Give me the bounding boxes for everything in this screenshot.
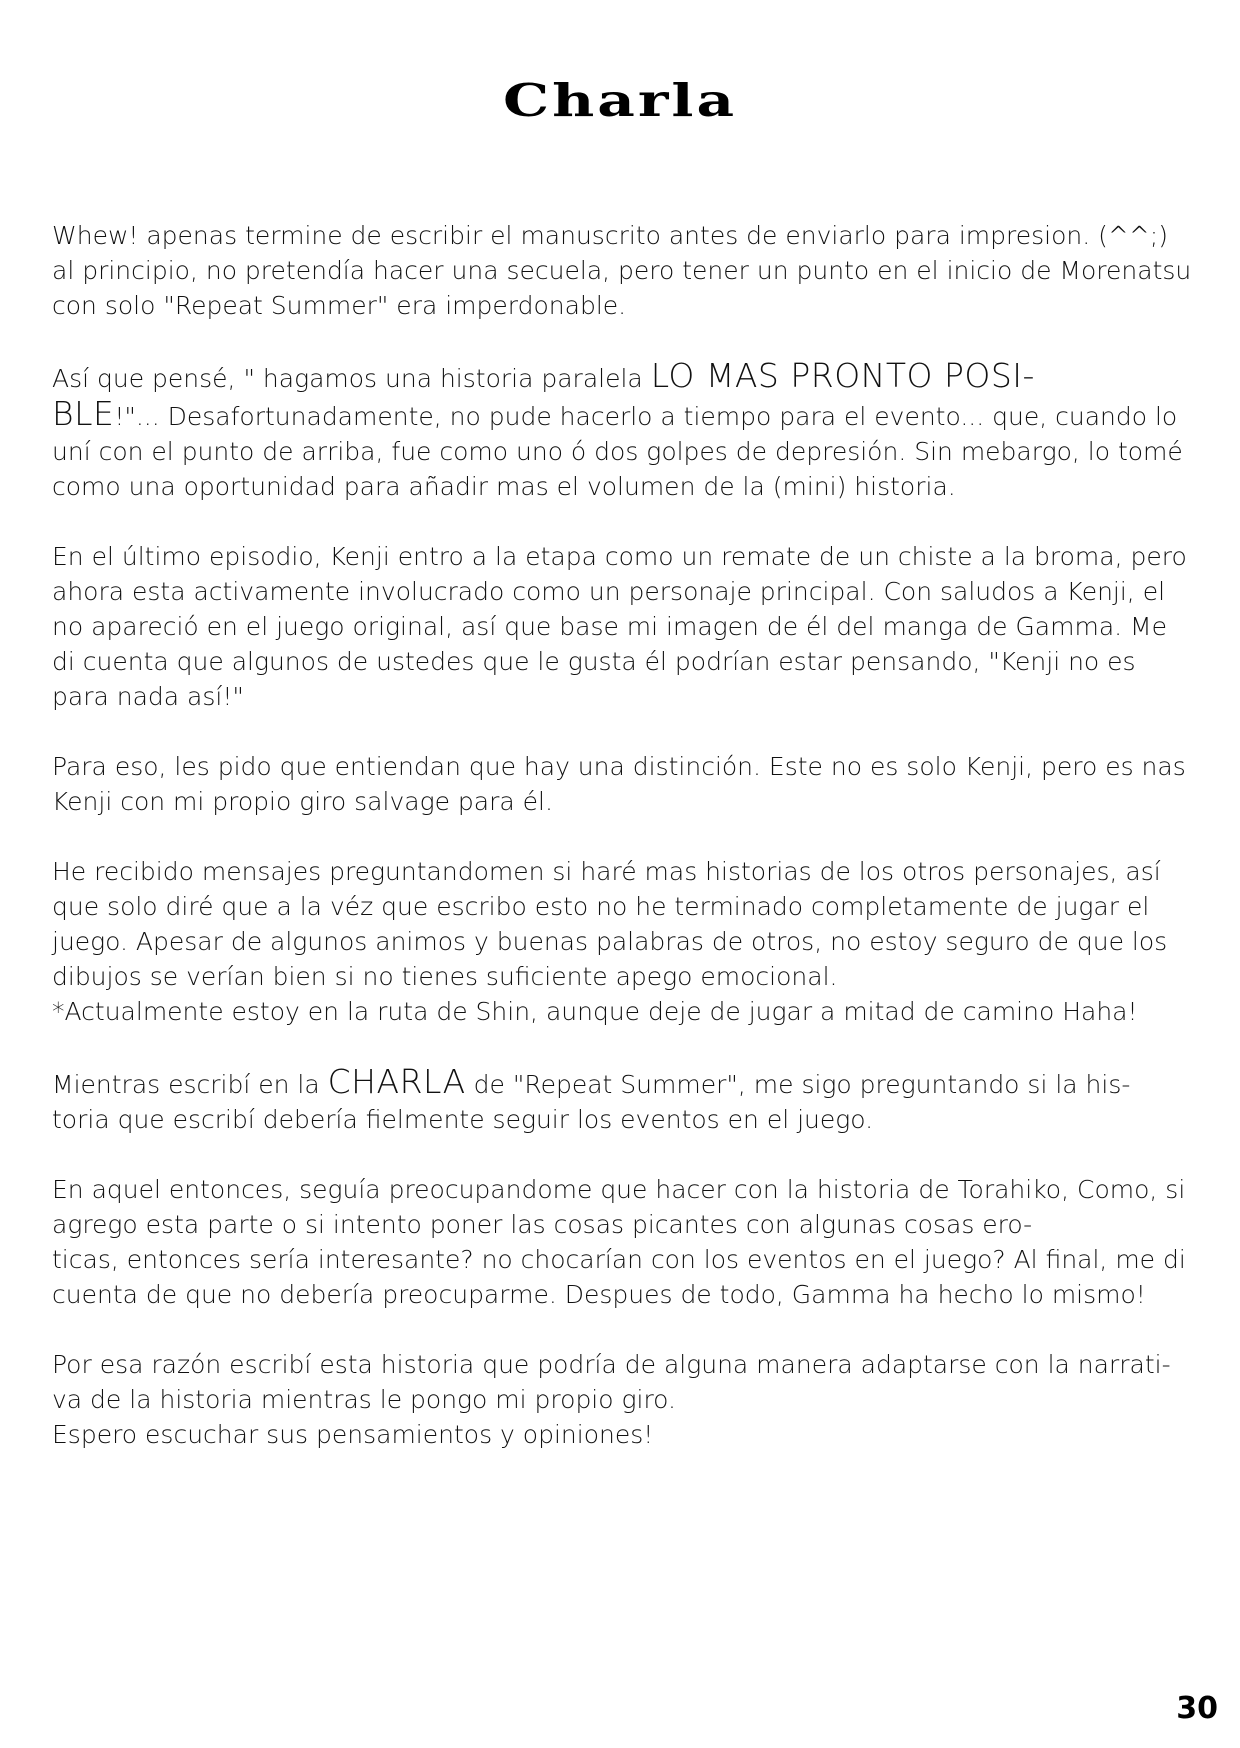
- paragraph-6-after: de "Repeat Summer", me sigo preguntando si la his- toria que escribí debería fielmente seguir los eventos en el juego.: [52, 1070, 1131, 1134]
- paragraph-3: En el último episodio, Kenji entro a la etapa como un remate de un chiste a la broma, pero ahora esta activamente involucrado como un personaje principal. Con saludos a Kenji, el no apareció en el juego original, así que base mi imagen de él del manga de Gamma. Me di cuenta que algunos de ustedes que le gusta él podrían estar pensando, "Kenji no es para nada así!": [52, 542, 1187, 711]
- page-number: 30: [1176, 1691, 1218, 1726]
- paragraph-6-before: Mientras escribí en la: [52, 1070, 328, 1099]
- paragraph-2-emphasis: LO MAS PRONTO POSI- BLE: [52, 356, 1035, 433]
- paragraph-1: Whew! apenas termine de escribir el manuscrito antes de enviarlo para impresion. (^^;) al principio, no pretendía hacer una secuela, pero tener un punto en el inicio de Morenatsu con solo "Repeat Summer" era imperdonable.: [52, 221, 1192, 320]
- page-title: Charla: [502, 74, 738, 128]
- paragraph-8: Por esa razón escribí esta historia que podría de alguna manera adaptarse con la narrati- va de la historia mientras le pongo mi propio giro. Espero escuchar sus pensamientos y opiniones!: [52, 1350, 1171, 1449]
- paragraph-5: He recibido mensajes preguntandomen si haré mas historias de los otros personajes, así que solo diré que a la véz que escribo esto no he terminado completamente de jugar el juego. Apesar de algunos animos y buenas palabras de otros, no estoy seguro de que los dibujos se verían bien si no tienes suficiente apego emocional. *Actualmente estoy en la ruta de Shin, aunque deje de jugar a mitad de camino Haha!: [52, 857, 1168, 1026]
- paragraph-7: En aquel entonces, seguía preocupandome que hacer con la historia de Torahiko, Como, si agrego esta parte o si intento poner las cosas picantes con algunas cosas ero- ticas, entonces sería interesante? no chocarían con los eventos en el juego? Al final, me di cuenta de que no debería preocuparme. Despues de todo, Gamma ha hecho lo mismo!: [52, 1175, 1186, 1309]
- paragraph-6: [52, 1064, 1192, 1137]
- paragraph-6-emphasis: CHARLA: [327, 1062, 466, 1101]
- body-text: [52, 218, 1192, 1452]
- paragraph-2-before: Así que pensé, " hagamos una historia paralela: [52, 364, 651, 393]
- paragraph-2: [52, 358, 1192, 504]
- paragraph-4: Para eso, les pido que entiendan que hay una distinción. Este no es solo Kenji, pero es nas Kenji con mi propio giro salvage para él.: [52, 752, 1186, 816]
- paragraph-2-after: !"... Desafortunadamente, no pude hacerlo a tiempo para el evento... que, cuando lo uní con el punto de arriba, fue como uno ó dos golpes de depresión. Sin mebargo, lo tomé como una oportunidad para añadir mas el volumen de la (mini) historia.: [52, 402, 1183, 501]
